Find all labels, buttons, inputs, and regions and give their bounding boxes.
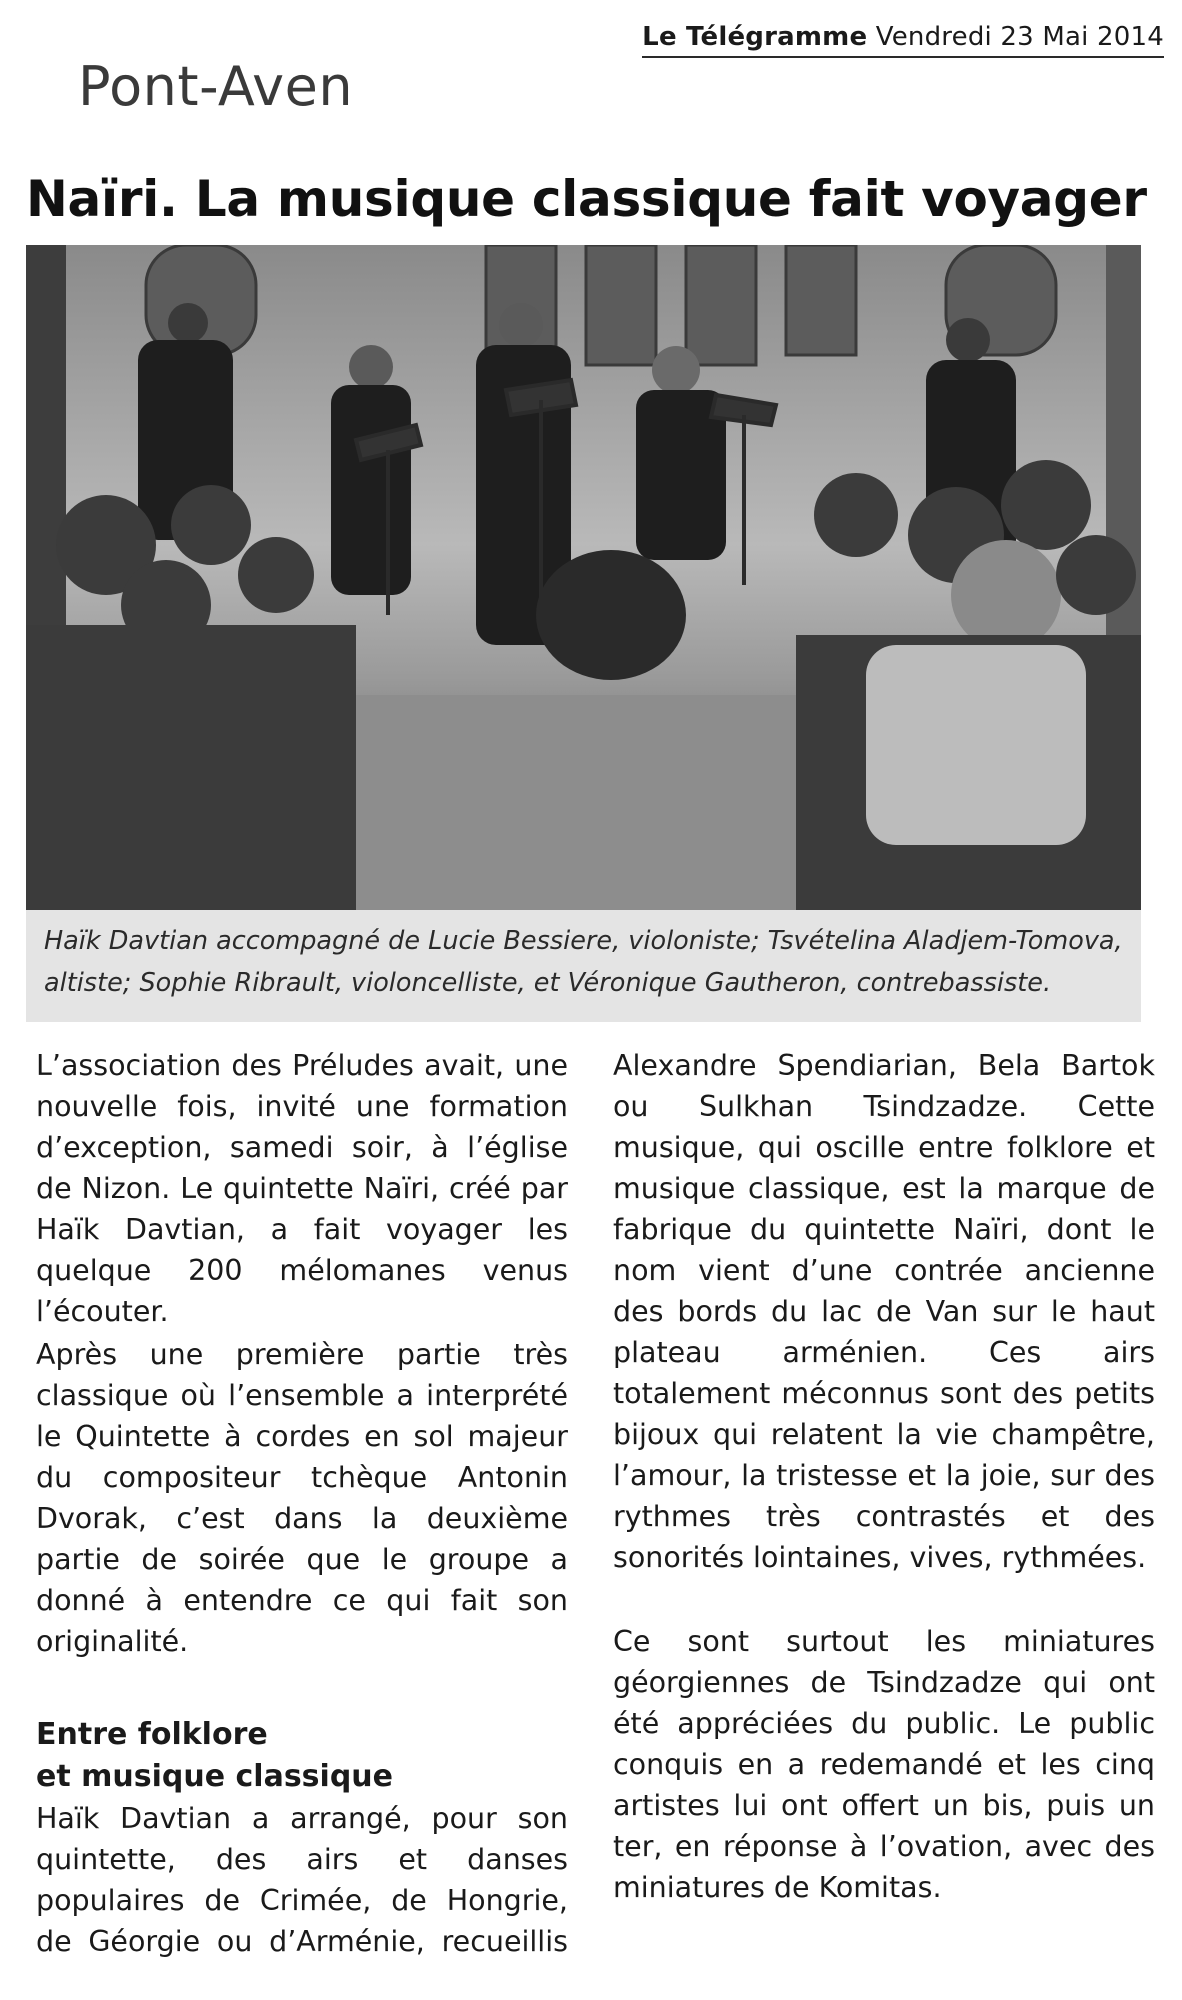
photo-caption: Haïk Davtian accompagné de Lucie Bessiere, violoniste; Tsvételina Aladjem-Tomova, altiste; Sophie Ribrault, violoncelliste, et Véronique Gautheron, contrebassiste. — [26, 910, 1141, 1022]
concert-photo — [26, 245, 1141, 910]
section-title: Pont-Aven — [78, 55, 354, 118]
masthead-rule — [642, 56, 1164, 58]
newspaper-name: Le Télégramme — [642, 22, 868, 52]
article-paragraph-3: Haïk Davtian a arrangé, pour son quintette, des airs et danses populaires de Crimée, de Hongrie, de Géorgie ou d’Arménie, recueillis — [36, 1802, 568, 1958]
article-paragraph-4: Ce sont surtout les miniatures géorgiennes de Tsindzadze qui ont été appréciées du public. Le public conquis en a redemandé et les cinq artistes lui ont offert un bis, puis un ter, en réponse à l’ovation, avec des miniatures de Komitas. — [613, 1625, 1155, 1904]
masthead — [642, 22, 1164, 52]
subheading-line-2: et musique classique — [36, 1759, 393, 1794]
article-subheading — [36, 1714, 568, 1798]
publication-date: Vendredi 23 Mai 2014 — [875, 22, 1164, 52]
concert-photo-illustration — [26, 245, 1141, 910]
article-paragraph-1: L’association des Préludes avait, une nouvelle fois, invité une formation d’exception, samedi soir, à l’église de Nizon. Le quintette Naïri, créé par Haïk Davtian, a fait voyager les quelque 200 mélomanes venus l’écouter. — [36, 1049, 568, 1328]
article-paragraph-3-continued — [613, 1045, 1155, 1619]
article-paragraph-2: Après une première partie très classique où l’ensemble a interprété le Quintette à cordes en sol majeur du compositeur tchèque Antonin Dvorak, c’est dans la deuxième partie de soirée que le groupe a donné à entendre ce qui fait son originalité. — [36, 1338, 568, 1658]
article-column-right — [613, 1045, 1155, 1908]
article-column-left — [36, 1045, 568, 1962]
subheading-line-1: Entre folklore — [36, 1717, 268, 1752]
article-headline: Naïri. La musique classique fait voyager — [26, 170, 1147, 228]
article-paragraph-3-overflow: Alexandre Spendiarian, Bela Bartok ou Sulkhan Tsindzadze. Cette musique, qui oscille entre folklore et musique classique, est la marque de fabrique du quintette Naïri, dont le nom vient d’une contrée ancienne des bords du lac de Van sur le haut plateau arménien. Ces airs totalement méconnus sont des petits bijoux qui relatent la vie champêtre, l’amour, la tristesse et la joie, sur des rythmes très contrastés et des sonorités lointaines, vives, rythmées. — [613, 1049, 1155, 1574]
